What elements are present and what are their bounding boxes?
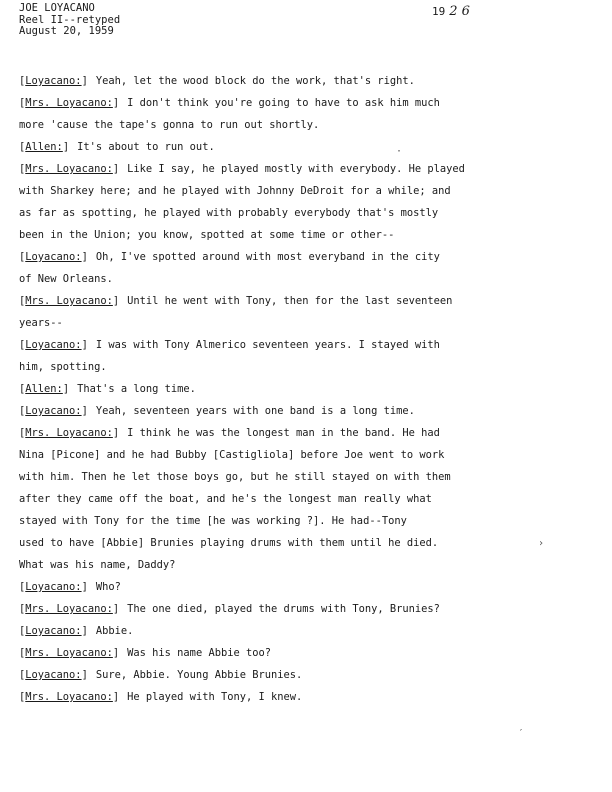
interview-date: August 20, 1959: [19, 25, 114, 37]
document-header: [19, 3, 120, 38]
page-number-prefix: 19: [432, 5, 446, 18]
speaker-name: Loyacano:: [25, 669, 82, 681]
line-text: Oh, I've spotted around with most everyband in the city: [95, 251, 440, 263]
speaker-name: Loyacano:: [25, 581, 82, 593]
stray-mark: ›: [538, 538, 545, 549]
speaker-line: [19, 334, 599, 356]
line-text: Abbie.: [95, 625, 134, 637]
speaker-tag: [Loyacano:]: [19, 405, 88, 417]
line-text: of New Orleans.: [19, 273, 113, 285]
speaker-line: [19, 686, 599, 708]
continuation-line: [19, 268, 599, 290]
continuation-line: [19, 444, 599, 466]
speaker-line: [19, 598, 599, 620]
line-text: The one died, played the drums with Tony, Brunies?: [127, 603, 440, 615]
line-text: as far as spotting, he played with probably everybody that's mostly: [19, 207, 439, 219]
speaker-line: [19, 92, 599, 114]
continuation-line: [19, 510, 599, 532]
line-text: Until he went with Tony, then for the last seventeen: [127, 295, 453, 307]
speaker-name: Loyacano:: [25, 251, 82, 263]
speaker-name: Mrs. Loyacano:: [25, 427, 113, 439]
speaker-tag: [Loyacano:]: [19, 625, 88, 637]
line-text: Yeah, seventeen years with one band is a long time.: [95, 405, 415, 417]
line-text: Was his name Abbie too?: [127, 647, 272, 659]
continuation-line: [19, 202, 599, 224]
continuation-line: [19, 532, 599, 554]
line-text: It's about to run out.: [77, 141, 215, 153]
line-text: with him. Then he let those boys go, but he still stayed on with them: [19, 471, 451, 483]
line-text: Sure, Abbie. Young Abbie Brunies.: [95, 669, 303, 681]
speaker-tag: [Mrs. Loyacano:]: [19, 603, 120, 615]
speaker-tag: [Loyacano:]: [19, 339, 88, 351]
line-text: What was his name, Daddy?: [19, 559, 176, 571]
line-text: Yeah, let the wood block do the work, that's right.: [95, 75, 415, 87]
speaker-name: Allen:: [25, 141, 63, 153]
speaker-name: Loyacano:: [25, 405, 82, 417]
speaker-line: [19, 378, 599, 400]
speaker-line: [19, 576, 599, 598]
line-text: I think he was the longest man in the band. He had: [127, 427, 440, 439]
speaker-tag: [Mrs. Loyacano:]: [19, 163, 120, 175]
line-text: him, spotting.: [19, 361, 107, 373]
line-text: more 'cause the tape's gonna to run out shortly.: [19, 119, 320, 131]
line-text: been in the Union; you know, spotted at some time or other--: [19, 229, 395, 241]
page-number: [432, 4, 470, 19]
reel-label: Reel II--retyped: [19, 13, 121, 26]
continuation-line: [19, 488, 599, 510]
continuation-line: [19, 356, 599, 378]
speaker-name: Mrs. Loyacano:: [25, 163, 113, 175]
line-text: He played with Tony, I knew.: [127, 691, 303, 703]
speaker-line: [19, 642, 599, 664]
speaker-name: Mrs. Loyacano:: [25, 97, 113, 109]
page-number-handwritten: 2 6: [449, 4, 470, 19]
speaker-line: [19, 620, 599, 642]
line-text: Who?: [95, 581, 121, 593]
speaker-tag: [Mrs. Loyacano:]: [19, 295, 120, 307]
speaker-tag: [Mrs. Loyacano:]: [19, 427, 120, 439]
speaker-name: Loyacano:: [25, 75, 82, 87]
continuation-line: [19, 312, 599, 334]
speaker-tag: [Mrs. Loyacano:]: [19, 97, 120, 109]
speaker-name: Loyacano:: [25, 625, 82, 637]
speaker-line: [19, 664, 599, 686]
line-text: stayed with Tony for the time [he was working ?]. He had--Tony: [19, 515, 407, 527]
line-text: years--: [19, 317, 63, 329]
transcript-body: [19, 70, 599, 708]
line-text: with Sharkey here; and he played with Johnny DeDroit for a while; and: [19, 185, 451, 197]
speaker-tag: [Allen:]: [19, 383, 70, 395]
speaker-tag: [Mrs. Loyacano:]: [19, 691, 120, 703]
speaker-tag: [Allen:]: [19, 141, 70, 153]
speaker-tag: [Loyacano:]: [19, 669, 88, 681]
continuation-line: [19, 114, 599, 136]
speaker-line: [19, 400, 599, 422]
speaker-tag: [Mrs. Loyacano:]: [19, 647, 120, 659]
speaker-name: Mrs. Loyacano:: [25, 647, 113, 659]
speaker-tag: [Loyacano:]: [19, 75, 88, 87]
line-text: used to have [Abbie] Brunies playing drums with them until he died.: [19, 537, 439, 549]
speaker-line: [19, 246, 599, 268]
line-text: after they came off the boat, and he's the longest man really what: [19, 493, 432, 505]
stray-mark: ·: [396, 146, 403, 157]
stray-mark: ′: [518, 728, 525, 739]
speaker-line: [19, 136, 599, 158]
line-text: Nina [Picone] and he had Bubby [Castigliola] before Joe went to work: [19, 449, 445, 461]
speaker-line: [19, 422, 599, 444]
continuation-line: [19, 224, 599, 246]
line-text: That's a long time.: [77, 383, 196, 395]
continuation-line: [19, 180, 599, 202]
speaker-line: [19, 158, 599, 180]
speaker-tag: [Loyacano:]: [19, 251, 88, 263]
line-text: Like I say, he played mostly with everybody. He played: [127, 163, 465, 175]
line-text: I don't think you're going to have to ask him much: [127, 97, 440, 109]
continuation-line: [19, 554, 599, 576]
line-text: I was with Tony Almerico seventeen years. I stayed with: [95, 339, 440, 351]
speaker-tag: [Loyacano:]: [19, 581, 88, 593]
speaker-name: Mrs. Loyacano:: [25, 295, 113, 307]
interviewee-name: JOE LOYACANO: [19, 2, 95, 14]
speaker-name: Mrs. Loyacano:: [25, 691, 113, 703]
speaker-name: Loyacano:: [25, 339, 82, 351]
speaker-line: [19, 70, 599, 92]
speaker-line: [19, 290, 599, 312]
speaker-name: Allen:: [25, 383, 63, 395]
speaker-name: Mrs. Loyacano:: [25, 603, 113, 615]
continuation-line: [19, 466, 599, 488]
